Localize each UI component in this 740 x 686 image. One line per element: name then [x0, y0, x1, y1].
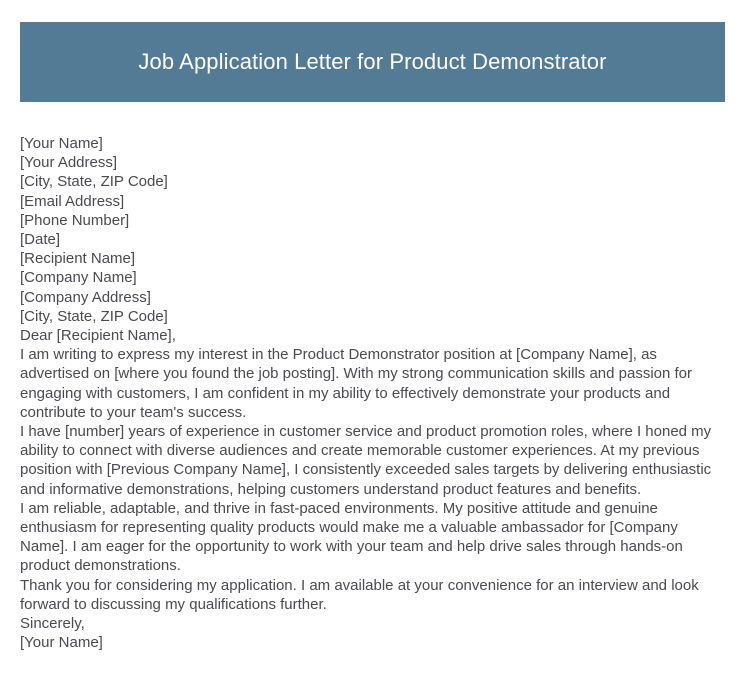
sender-email: [Email Address]	[20, 192, 125, 210]
recipient-company-name: [Company Name]	[20, 269, 137, 287]
sender-name: [Your Name]	[20, 135, 103, 152]
recipient-city-state-zip: [City, State, ZIP Code]	[20, 307, 168, 325]
sender-address: [Your Address]	[20, 154, 118, 172]
document-title-banner	[20, 22, 725, 102]
page-title: Job Application Letter for Product Demonstrator	[138, 48, 607, 74]
body-paragraph-3: I am reliable, adaptable, and thrive in fast-paced environments. My positive attitude and genuine enthusiasm for representing quality products would make me a valuable ambassador for [Company Name]. I am eager for the opportunity to work with your team and help drive sales through hands-on product demonstrations.	[20, 499, 683, 575]
recipient-name: [Recipient Name]	[20, 250, 136, 268]
salutation: Dear [Recipient Name],	[20, 327, 176, 345]
closing: Sincerely,	[20, 615, 85, 633]
body-paragraph-1: I am writing to express my interest in the Product Demonstrator position at [Company Name], as advertised on [where you found the job posting]. With my strong communication skills and passion for engaging with customers, I am confident in my ability to effectively demonstrate your products and contribute to your team's success.	[20, 346, 693, 421]
recipient-company-address: [Company Address]	[20, 288, 151, 306]
body-paragraph-4: Thank you for considering my application. I am available at your convenience for an interview and look forward to discussing my qualifications further.	[20, 576, 699, 613]
sender-phone: [Phone Number]	[20, 211, 130, 229]
body-paragraph-2: I have [number] years of experience in customer service and product promotion roles, where I honed my ability to connect with diverse audiences and create memorable customer experiences. At my previous position with [Previous Company Name], I consistently exceeded sales targets by delivering enthusiastic and informative demonstrations, helping customers understand product features and benefits.	[20, 423, 712, 498]
sender-city-state-zip: [City, State, ZIP Code]	[20, 173, 168, 191]
signature-name: [Your Name]	[20, 634, 103, 652]
letter-date: [Date]	[20, 231, 61, 249]
letter-body	[20, 134, 722, 652]
